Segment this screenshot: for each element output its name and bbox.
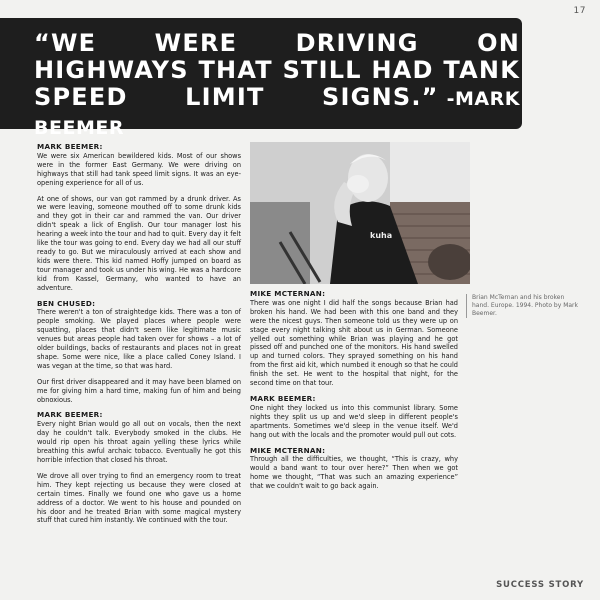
paragraph: Every night Brian would go all out on vocals, then the next day he couldn't talk. Everybody smoked in the clubs. He would rip open his throat again yelling these lyrics while breathing this awful archaic tobacco. Eventually he got this horrible infection that closed his throat. [37,420,241,464]
speaker-label: MIKE MCTERNAN: [250,289,326,298]
shirt-text: kuha [370,231,393,240]
speaker-label: MIKE MCTERNAN: [250,445,326,455]
paragraph: Through all the difficulties, we thought, “This is crazy, why would a band want to tour over here?” Then when we got home we thought, “That was such an amazing experience” that we couldn't wait to go back again. [250,455,458,491]
speaker-label: MARK BEEMER: [37,410,103,420]
section-footer: SUCCESS STORY [496,580,584,590]
paragraph: There was one night I did half the songs because Brian had broken his hand. We had been with this one band and they were the nicest guys. Then someone told us they were up on stage every night talking shit about us in German. Someone yelled out something while Brian was playing and he got pissed off and punched one of the monitors. His hand swelled up and turned colors. They sprayed something on his hand from the first aid kit, which numbed it enough so that he could finish the set. He went to the hospital that night, for the second time on that tour. [250,298,458,388]
speaker-label: MARK BEEMER: [37,142,103,151]
speaker-label: BEN CHUSED: [37,298,96,308]
photo-caption: Brian McTernan and his broken hand. Europe. 1994. Photo by Mark Beemer. [472,294,578,317]
paragraph: One night they locked us into this communist library. Some nights they split us up and we'd sleep in different people's apartments. Sometimes we'd sleep in the venue itself. We'd hang out with the locals and the promoter would pull out cots. [250,403,458,439]
paragraph: At one of shows, our van got rammed by a drunk driver. As we were leaving, someone mouthed off to some drunk kids and they got in their car and rammed the van. Our driver didn't speak a lick of English. Our tour manager lost his hearing a week into the tour and had to quit. Every day it felt like the tour was going to end. Every day we had all our stuff ready to go. But we miraculously arrived at each show and kids were there. This kid named Hoffy jumped on board as tour manager and took us under his wing. He was a hardcore kid from Kassel, Germany, who wanted to have an adventure. [37,194,241,292]
pull-quote-attribution: -MARK BEEMER [34,88,520,139]
pull-quote-text: “WE WERE DRIVING ON HIGHWAYS THAT STILL HAD TANK SPEED LIMIT SIGNS.” [34,29,520,111]
speaker-label: MARK BEEMER: [250,393,316,403]
caption-divider [466,294,467,318]
paragraph: There weren't a ton of straightedge kids. There was a ton of people smoking. We played places where people were squatting, places that didn't seem like legitimate music venues but areas people had taken over for shows – a lot of older buildings, backs of restaurants and places not in great shape. Some were nice, like a place called Coney Island. I was vegan at the time, so that was hard. [37,308,241,370]
photo-illustration [250,142,470,284]
paragraph: Our first driver disappeared and it may have been blamed on me for giving him a hard time, making fun of him and being obnoxious. [37,377,241,404]
band-photo [250,142,470,284]
page-number: 17 [573,6,586,16]
pull-quote [34,30,520,142]
left-column [37,143,241,532]
paragraph: We were six American bewildered kids. Most of our shows were in the former East Germany. We were driving on highways that still had tank speed limit signs. It was an eye-opening experience for all of us. [37,151,241,187]
right-column [250,290,458,498]
paragraph: We drove all over trying to find an emergency room to treat him. They kept rejecting us because they were closed at certain times. Finally we found one who gave us a home address of a doctor. We went to his house and pounded on his door and he treated Brian with some magical mystery stuff that cured him instantly. We continued with the tour. [37,471,241,525]
